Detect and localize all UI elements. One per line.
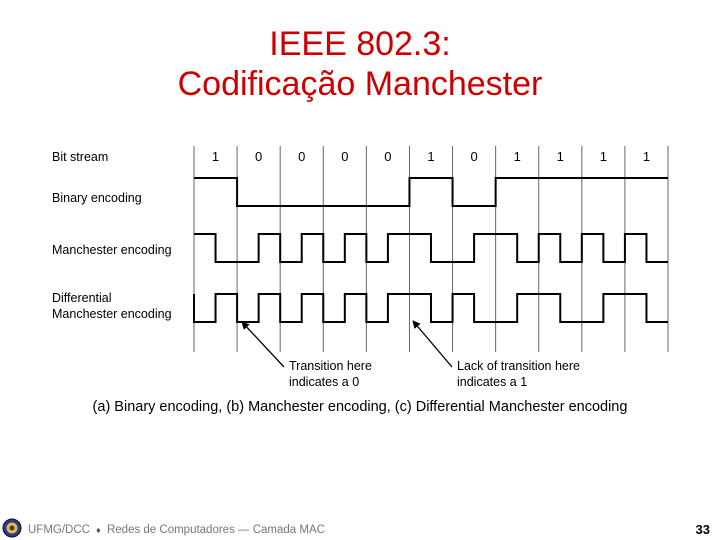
bit-value: 1 [642,149,651,164]
footer-course: Redes de Computadores — Camada MAC [106,524,325,536]
bit-value: 0 [384,149,392,164]
slide-title [0,24,720,104]
bit-values [212,149,650,164]
binary-encoding-waveform [194,178,668,206]
bit-value: 1 [556,149,564,164]
footer-text [28,524,325,536]
row-label-differential-line1: Differential [52,291,112,305]
figure-caption: (a) Binary encoding, (b) Manchester encoding, (c) Differential Manchester encoding [92,399,628,415]
annotation-transition-line1: Transition here [289,359,372,373]
bit-value: 0 [470,149,478,164]
annotation-lack-line2: indicates a 1 [457,375,528,389]
row-label-bitstream: Bit stream [52,150,109,164]
manchester-encoding-diagram [0,130,720,392]
arrow-transition-zero [242,322,284,367]
footer [0,518,720,540]
row-label-manchester: Manchester encoding [52,243,172,257]
row-label-binary: Binary encoding [52,191,142,205]
bit-value: 0 [298,149,306,164]
slide-title-line2: Codificação Manchester [177,65,543,103]
annotation-lack-line1: Lack of transition here [457,359,580,373]
row-label-differential-line2: Manchester encoding [52,307,172,321]
page-number: 33 [695,522,710,537]
footer-separator: ♦ [96,525,101,535]
annotation-transition-line2: indicates a 0 [289,375,360,389]
arrow-lack-of-transition-one [413,321,452,367]
footer-org: UFMG/DCC [28,524,90,536]
bit-value: 1 [427,149,435,164]
bit-value: 1 [211,149,220,164]
differential-manchester-waveform [194,294,668,322]
university-logo-icon [2,518,22,538]
bit-value: 1 [599,149,607,164]
bit-value: 0 [341,149,349,164]
slide-title-line1: IEEE 802.3: [269,25,451,63]
bit-value: 1 [513,149,521,164]
manchester-encoding-waveform [194,234,668,262]
bit-value: 0 [255,149,263,164]
